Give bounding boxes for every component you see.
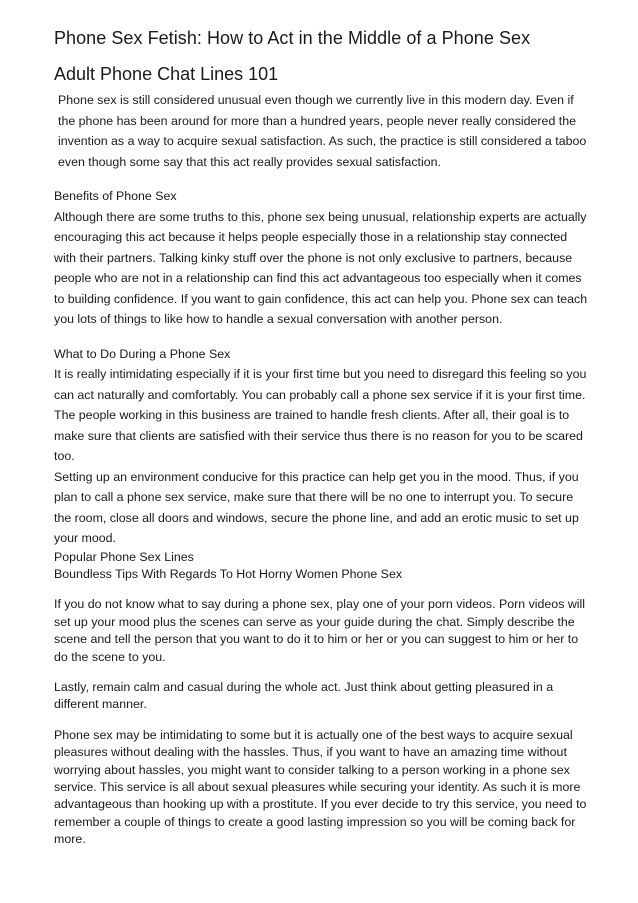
during-paragraph-2: Setting up an environment conducive for this practice can help get you in the mood. Thus, if you plan to call a phone sex service, make sure that there will be no one to interrupt you. To secure the room, close all doors and windows, secure the phone line, and add an erotic music to set up your mood. xyxy=(54,469,579,545)
remain-calm-paragraph: Lastly, remain calm and casual during the whole act. Just think about getting pleasured in a different manner. xyxy=(54,679,554,712)
tips-link[interactable]: Boundless Tips With Regards To Hot Horny Women Phone Sex xyxy=(54,566,403,581)
page-subtitle: Adult Phone Chat Lines 101 xyxy=(54,64,279,84)
benefits-heading: Benefits of Phone Sex xyxy=(54,189,177,203)
porn-videos-paragraph: If you do not know what to say during a phone sex, play one of your porn videos. Porn videos will set up your mood plus the scenes can serve as your guide during the chat. Simply describe the scene and tell the person that you want to do it to him or her or you can suggest to him or her to do the scene to you. xyxy=(54,597,586,664)
during-heading: What to Do During a Phone Sex xyxy=(54,346,231,361)
during-paragraph-1: It is really intimidating especially if it is your first time but you need to disregard this feeling so you can act naturally and comfortably. You can probably call a phone sex service if it is your first time. The people working in this business are trained to handle fresh clients. After all, their goal is to make sure that clients are satisfied with their service thus there is no reason for you to be scared too. xyxy=(54,367,587,463)
benefits-paragraph: Although there are some truths to this, phone sex being unusual, relationship experts are actually encouraging this act because it helps people especially those in a relationship stay connected with their partners. Talking kinky stuff over the phone is not only exclusive to partners, because people who are not in a relationship can find this act advantageous too especially when it comes to building confidence. If you want to gain confidence, this act can help you. Phone sex can teach you lots of things to like how to handle a sexual conversation with another person. xyxy=(54,209,588,326)
intro-paragraph: Phone sex is still considered unusual even though we currently live in this modern day. Even if the phone has been around for more than a hundred years, people never really considered the invention as a way to acquire sexual satisfaction. As such, the practice is still considered a taboo even though some say that this act really provides sexual satisfaction. xyxy=(58,93,587,169)
popular-lines-link[interactable]: Popular Phone Sex Lines xyxy=(54,549,194,564)
page-title: Phone Sex Fetish: How to Act in the Middle of a Phone Sex xyxy=(54,28,531,48)
final-paragraph: Phone sex may be intimidating to some but it is actually one of the best ways to acquire sexual pleasures without dealing with the hassles. Thus, if you want to have an amazing time without worrying about hassles, you might want to consider talking to a person working in a phone sex service. This service is all about sexual pleasures while securing your identity. As such it is more advantageous than hooking up with a prostitute. If you ever decide to try this service, you need to remember a couple of things to create a good lasting impression so you will be coming back for more. xyxy=(54,727,587,847)
